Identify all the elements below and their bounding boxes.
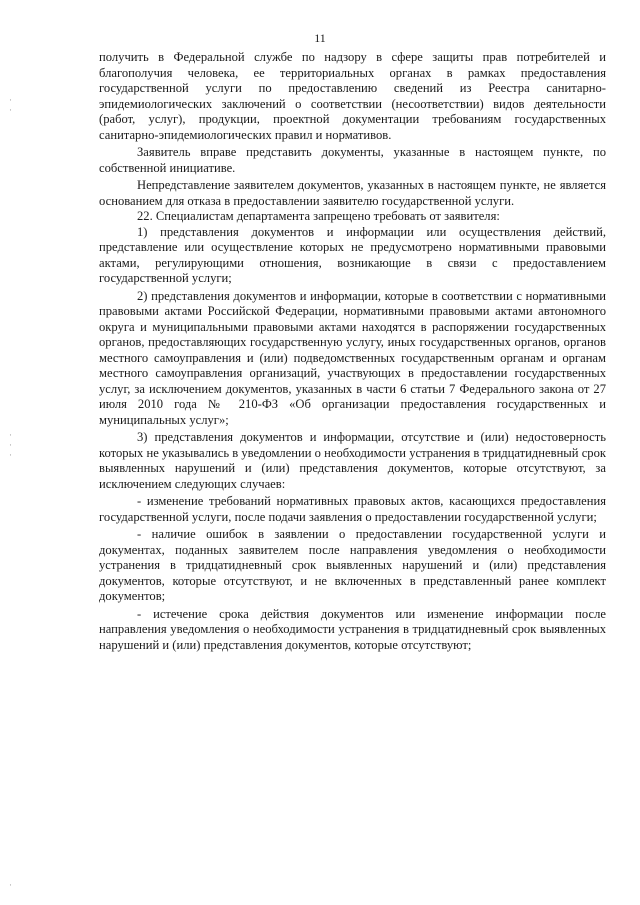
paragraph-own-initiative: Заявитель вправе представить документы, указанные в настоящем пункте, по собственной инициативе. — [99, 145, 606, 175]
document-body — [99, 50, 606, 653]
paragraph-case-expiry: - истечение срока действия документов или изменение информации после направления уведомления о необходимости устранения в тридцатидневный срок выявленных нарушений и (или) представления документов, которые отсутствуют; — [99, 606, 606, 652]
paragraph-item-3: 3) представления документов и информации, отсутствие и (или) недостоверность которых не указывались в уведомлении о необходимости устранения в тридцатидневный срок выявленных нарушений и (или) представления документов, которые отсутствуют, за исключением следующих случаев: — [99, 430, 606, 491]
paragraph-non-submission: Непредставление заявителем документов, указанных в настоящем пункте, не является основанием для отказа в предоставлении заявителю государственной услуги. — [99, 178, 606, 208]
paragraph-case-requirements-change: - изменение требований нормативных правовых актов, касающихся предоставления государственной услуги, после подачи заявления о предоставлении государственной услуги; — [99, 494, 606, 524]
scan-margin-mark: · · · — [9, 430, 12, 460]
paragraph-continuation: получить в Федеральной службе по надзору в сфере защиты прав потребителей и благополучия человека, ее территориальных органах в рамках предоставления государственной услуги по предоставлению сведений из Реестра санитарно-эпидемиологических заключений о соответствии (несоответствии) видов деятельности (работ, услуг), продукции, проектной документации требованиям государственных санитарно-эпидемиологических правил и нормативов. — [99, 50, 606, 142]
paragraph-case-errors: - наличие ошибок в заявлении о предоставлении государственной услуги и документах, поданных заявителем после направления уведомления о необходимости устранения в тридцатидневный срок выявленных нарушений и (или) представления документов, которые отсутствуют, и не включенных в представленный ранее комплект документов; — [99, 527, 606, 603]
scan-margin-mark: · · — [9, 95, 12, 115]
scan-margin-mark: · — [9, 880, 12, 890]
paragraph-item-1: 1) представления документов и информации или осуществления действий, представление или осуществление которых не предусмотрено нормативными правовыми актами, регулирующими отношения, возникающие в связи с предоставлением государственной услуги; — [99, 224, 606, 285]
paragraph-item-22: 22. Специалистам департамента запрещено требовать от заявителя: — [137, 209, 500, 223]
paragraph-item-2: 2) представления документов и информации, которые в соответствии с нормативными правовыми актами Российской Федерации, нормативными правовыми актами автономного округа и муниципальными правовыми актами находятся в распоряжении государственных органов, предоставляющих государственную услугу, иных государственных органов, органов местного самоуправления и (или) подведомственных государственным органам и органам местного самоуправления организаций, участвующих в предоставлении государственных услуг, за исключением документов, указанных в части 6 статьи 7 Федерального закона от 27 июля 2010 года № 210-ФЗ «Об организации предоставления государственных и муниципальных услуг»; — [99, 288, 606, 427]
page-number: 11 — [314, 31, 326, 45]
